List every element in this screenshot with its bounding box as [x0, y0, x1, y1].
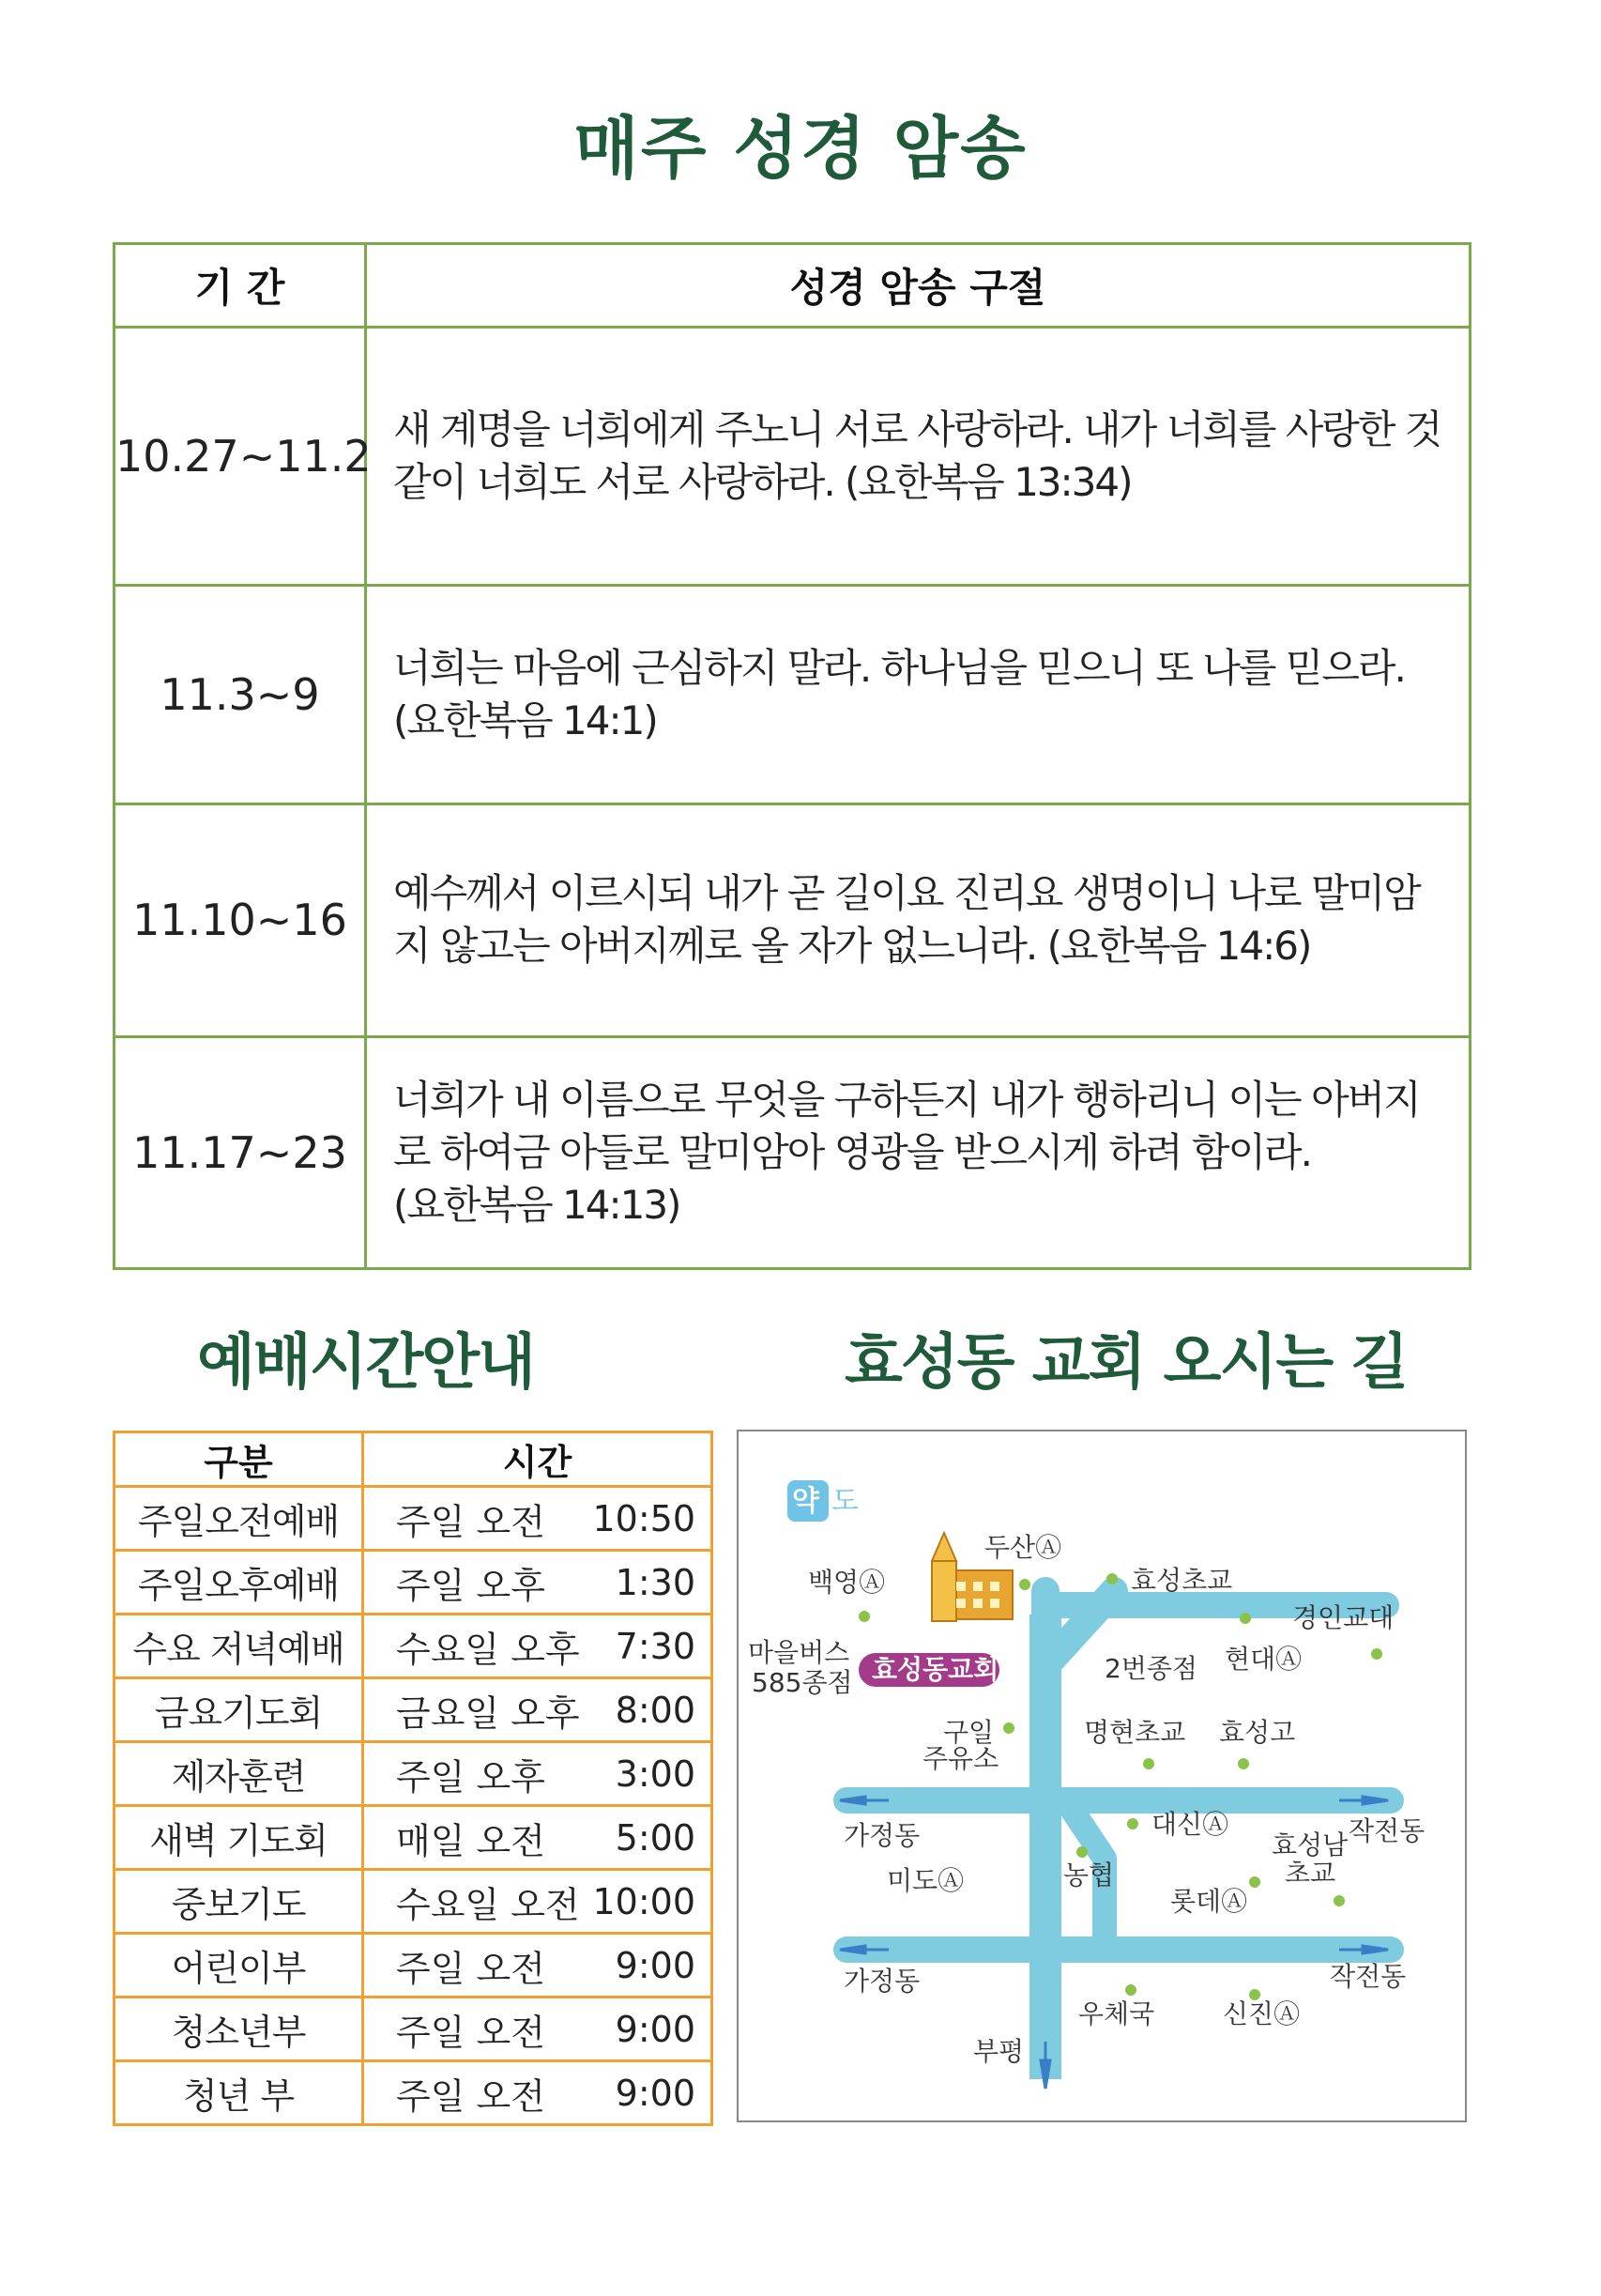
verse-reference: (요한복음 14:1)	[393, 696, 657, 743]
map-label-nonghyup: 농협	[1063, 1860, 1115, 1890]
verse-cell	[366, 1037, 1471, 1269]
worship-time: 5:00	[615, 1816, 695, 1859]
worship-time: 10:50	[592, 1497, 695, 1539]
map-label-daesin: 대신Ⓐ	[1151, 1809, 1229, 1840]
dot	[1371, 1648, 1382, 1660]
worship-category: 중보기도	[114, 1870, 363, 1934]
worship-table	[113, 1431, 713, 2126]
worship-time-cell	[363, 1870, 712, 1934]
table-row	[114, 1551, 712, 1615]
map-label-doosan: 두산Ⓐ	[984, 1532, 1062, 1563]
legend-char-2: 도	[831, 1485, 859, 1518]
worship-day: 주일 오후	[396, 1565, 545, 1606]
map-label-jakjeon1: 작전동	[1349, 1815, 1426, 1846]
verse-cell: 새 계명을 너희에게 주노니 서로 사랑하라. 내가 너희를 사랑한 것 같이 너희도 서로 사랑하라. (요한복음 13:34)	[366, 328, 1471, 586]
worship-time-cell	[363, 1678, 712, 1742]
table-row	[114, 1870, 712, 1934]
worship-time-cell	[363, 1742, 712, 1806]
category-header: 구분	[114, 1432, 363, 1487]
worship-day: 주일 오후	[396, 1756, 545, 1798]
worship-time: 8:00	[615, 1689, 695, 1731]
verse-text: 너희가 내 이름으로 무엇을 구하든지 내가 행하리니 이는 아버지로 하여금 아들로 말미암아 영광을 받으시게 하려 함이라.	[393, 1077, 1420, 1176]
worship-time-cell	[363, 1998, 712, 2061]
worship-title: 예배시간안내	[197, 1328, 534, 1398]
dot	[1125, 1984, 1136, 1996]
dot	[1127, 1818, 1138, 1829]
legend-char-1: 약	[792, 1485, 819, 1518]
worship-day: 매일 오전	[396, 1820, 545, 1861]
verse-table	[113, 242, 1471, 1270]
period-cell: 11.3~9	[114, 585, 366, 804]
legend-label: 약도	[739, 1431, 740, 1432]
map-label-mido: 미도Ⓐ	[887, 1865, 965, 1896]
directions-map	[737, 1430, 1467, 2122]
verse-cell: 예수께서 이르시되 내가 곧 길이요 진리요 생명이니 나로 말미암지 않고는 아버지께로 올 자가 없느니라. (요한복음 14:6)	[366, 804, 1471, 1037]
table-row	[114, 1037, 1471, 1269]
worship-day: 주일 오전	[396, 2012, 545, 2053]
landmark-dots	[859, 1573, 1382, 2000]
dot	[1106, 1573, 1118, 1584]
worship-category: 청소년부	[114, 1998, 363, 2061]
dot	[1003, 1722, 1014, 1734]
worship-table-header	[114, 1432, 712, 1487]
map-label-hyoseongnam1: 효성남	[1272, 1829, 1349, 1860]
dot	[1240, 1613, 1251, 1624]
verse-reference: (요한복음 14:13)	[393, 1182, 680, 1229]
dot	[1249, 1876, 1260, 1888]
map-label-gooil: 구일	[943, 1717, 995, 1748]
table-row	[114, 1487, 712, 1551]
worship-day: 수요일 오후	[396, 1629, 580, 1670]
worship-time: 9:00	[615, 2072, 695, 2114]
map-label-post: 우체국	[1078, 1998, 1155, 2029]
map-label-hyoseongnam2: 초교	[1285, 1858, 1336, 1889]
map-label-bus: 마을버스	[748, 1637, 850, 1668]
dot	[1334, 1895, 1345, 1906]
dot	[1238, 1758, 1249, 1769]
table-row	[114, 1934, 712, 1998]
worship-category: 새벽 기도회	[114, 1806, 363, 1870]
map-label-gyeongin: 경인교대	[1292, 1602, 1395, 1633]
worship-category: 주일오전예배	[114, 1487, 363, 1551]
worship-time-cell	[363, 1806, 712, 1870]
verse-table-header	[114, 244, 1471, 328]
worship-time-cell	[363, 1487, 712, 1551]
verse-text: 너희는 마음에 근심하지 말라. 하나님을 믿으니 또 나를 믿으라.	[393, 644, 1405, 691]
map-label-myeonghyeon: 명현초교	[1084, 1717, 1186, 1748]
worship-day: 금요일 오후	[396, 1692, 580, 1734]
dot	[1076, 1846, 1088, 1858]
period-cell: 11.17~23	[114, 1037, 366, 1269]
worship-category: 주일오후예배	[114, 1551, 363, 1615]
table-row	[114, 1806, 712, 1870]
map-drawing	[739, 1431, 1465, 2120]
map-label-baekyeong: 백영Ⓐ	[808, 1567, 886, 1598]
map-title: 효성동 교회 오시는 길	[845, 1328, 1408, 1398]
worship-category: 금요기도회	[114, 1678, 363, 1742]
worship-day: 주일 오전	[396, 2075, 545, 2117]
period-cell: 10.27~11.2	[114, 328, 366, 586]
map-label-hyundai: 현대Ⓐ	[1225, 1644, 1303, 1675]
worship-time-cell	[363, 2061, 712, 2125]
page-title: 매주 성경 암송	[573, 109, 1028, 188]
worship-time: 9:00	[615, 1944, 695, 1986]
map-label-gajeong1: 가정동	[844, 1820, 921, 1851]
table-row	[114, 804, 1471, 1037]
map-label-bupyeong: 부평	[973, 2036, 1025, 2067]
worship-day: 주일 오전	[396, 1948, 545, 1989]
worship-category: 제자훈련	[114, 1742, 363, 1806]
table-row	[114, 1678, 712, 1742]
map-label-sinjin: 신진Ⓐ	[1223, 1998, 1301, 2029]
period-header: 기 간	[114, 244, 366, 328]
table-row	[114, 1742, 712, 1806]
worship-time-cell	[363, 1551, 712, 1615]
verse-header: 성경 암송 구절	[366, 244, 1471, 328]
worship-time: 3:00	[615, 1753, 695, 1795]
worship-time-cell	[363, 1934, 712, 1998]
dot	[859, 1611, 870, 1622]
dot	[1019, 1579, 1030, 1590]
worship-time: 1:30	[615, 1561, 695, 1603]
table-row	[114, 2061, 712, 2125]
map-label-bus-stop: 585종점	[752, 1667, 853, 1698]
table-row	[114, 585, 1471, 804]
map-label-bus2: 2번종점	[1105, 1653, 1197, 1684]
time-header: 시간	[363, 1432, 712, 1487]
table-row	[114, 1998, 712, 2061]
verse-cell	[366, 585, 1471, 804]
table-row	[114, 1615, 712, 1678]
map-label-hyoseong-high: 효성고	[1219, 1717, 1296, 1748]
period-cell: 11.10~16	[114, 804, 366, 1037]
map-label-jakjeon2: 작전동	[1330, 1961, 1407, 1992]
worship-category: 수요 저녁예배	[114, 1615, 363, 1678]
map-label-hyoseong-elem: 효성초교	[1131, 1565, 1233, 1596]
map-label-gajeong2: 가정동	[844, 1966, 921, 1997]
worship-time: 10:00	[592, 1880, 695, 1922]
legend-badge	[787, 1480, 859, 1522]
map-label-lotte: 롯데Ⓐ	[1170, 1886, 1248, 1917]
worship-day: 수요일 오전	[396, 1884, 580, 1925]
worship-time: 9:00	[615, 2008, 695, 2050]
map-label-gasstation: 주유소	[922, 1743, 999, 1774]
dot	[1143, 1758, 1154, 1769]
worship-category: 청년 부	[114, 2061, 363, 2125]
worship-category: 어린이부	[114, 1934, 363, 1998]
table-row	[114, 328, 1471, 586]
church-label: 효성동교회	[872, 1654, 999, 1685]
worship-time: 7:30	[615, 1625, 695, 1667]
worship-day: 주일 오전	[396, 1501, 545, 1542]
worship-time-cell	[363, 1615, 712, 1678]
